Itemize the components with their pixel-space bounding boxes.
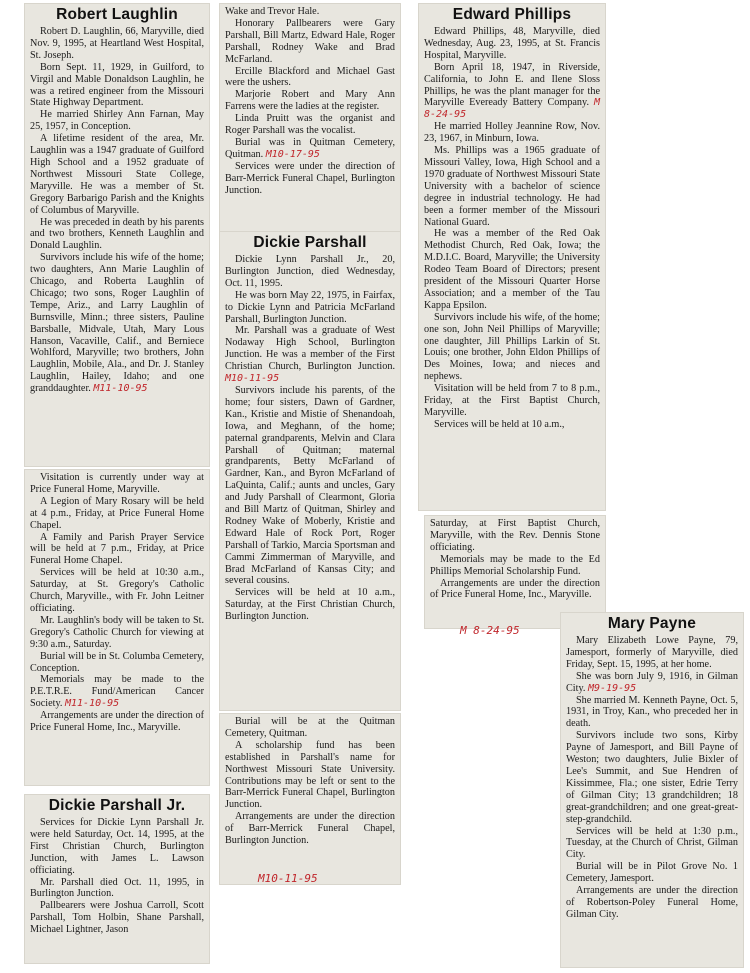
paragraph	[225, 137, 395, 161]
paragraph: Survivors include his parents, of the home; four sisters, Dawn of Gardner, Kan., Kristie and Mistie of Shenandoah, Iowa, and Meghann, of the home; paternal grandparents, Melvin and Clara Parshall of Quitman; maternal grandparents, Betty McFarland of Gardner, Kan., and Byron McFarland of LaQuinta, Calif.; aunts and uncles, Gary and Judy Parshall of Clearmont, Gloria and Bill Martz of Quitman, Shirley and Rodney Wake of Moberly, Kristie and Edward Hale of Rock Port, Roger Parshall of Tarkio, Marcia Sportsman and Cammi Zimmerman of Maryville, and Brad McFarland of Kansas City; and several cousins.	[225, 384, 395, 587]
paragraph: A Legion of Mary Rosary will be held at 4 p.m., Friday, at Price Funeral Home Chapel.	[30, 495, 204, 531]
paragraph: Burial will be at the Quitman Cemetery, Quitman.	[225, 716, 395, 739]
heading-dickie-parshall: Dickie Parshall	[253, 234, 367, 251]
paragraph: He married Holley Jeannine Row, Nov. 23, 1967, in Minburn, Iowa.	[424, 121, 600, 145]
heading-dickie-parshall-jr: Dickie Parshall Jr.	[48, 797, 186, 814]
paragraph: Edward Phillips, 48, Maryville, died Wednesday, Aug. 23, 1995, at St. Francis Hospital, Maryville.	[424, 26, 600, 61]
paragraph: Mr. Laughlin's body will be taken to St. Gregory's Catholic Church for viewing at 9:30 a.m., Saturday.	[30, 614, 204, 650]
paragraph-text: Burial was in Quitman Cemetery, Quitman.	[225, 136, 395, 160]
paragraph: Arrangements are under the direction of Barr-Merrick Funeral Chapel, Burlington Junction.	[225, 811, 395, 847]
paragraph: Arrangements are under the direction of Robertson-Poley Funeral Home, Gilman City.	[566, 885, 738, 920]
paragraph: Survivors include two sons, Kirby Payne of Jamesport, and Bill Payne of Weston; two daughters, Julie Bixler of Lee's Summit, and Sue Hendren of Kissimmee, Fla.; one sister, Edrie Terry of Gilman City; 13 grandchildren; 18 great-grandchildren; and one great-great-step-grandchild.	[566, 730, 738, 825]
paragraph: Services will be held at 1:30 p.m., Tuesday, at the Church of Christ, Gilman City.	[566, 825, 738, 861]
clipping-robert-laughlin-1	[24, 3, 210, 467]
paragraph: Visitation is currently under way at Price Funeral Home, Maryville.	[30, 472, 204, 495]
heading-robert-laughlin: Robert Laughlin	[56, 6, 178, 23]
paragraph-text: Born April 18, 1947, in Riverside, California, to John E. and Ilene Sloss Phillips, he was the plant manager for the Maryville Eveready Battery Company.	[424, 61, 600, 109]
paragraph	[225, 325, 395, 385]
paragraph: Arrangements are under the direction of Price Funeral Home, Inc., Maryville.	[430, 577, 600, 601]
paragraph: A Family and Parish Prayer Service will be held at 7 p.m., Friday, at Price Funeral Home Chapel.	[30, 531, 204, 567]
heading-edward-phillips: Edward Phillips	[452, 6, 572, 23]
clipping-dickie-parshall-jr	[24, 794, 210, 964]
paragraph-text: Memorials may be made to the P.E.T.R.E. Fund/American Cancer Society.	[30, 674, 204, 710]
paragraph-text: She was born July 9, 1916, in Gilman City.	[566, 670, 738, 694]
paragraph	[566, 671, 738, 695]
paragraph: Survivors include his wife, of the home; one son, John Neil Phillips of Maryville; one daughter, Jill Phillips Larkin of St. Louis; one brother, John Eldon Phillips of Des Moines, Iowa; and nieces and nephews.	[424, 311, 600, 383]
clipping-dickie-parshall	[219, 231, 401, 711]
handwritten-date-note: M10-11-95	[225, 373, 280, 385]
paragraph: Saturday, at First Baptist Church, Maryville, with the Rev. Dennis Stone officiating.	[430, 518, 600, 553]
paragraph: Burial will be in St. Columba Cemetery, Conception.	[30, 650, 205, 674]
handwritten-date-note: M11-10-95	[93, 383, 148, 395]
clipping-edward-phillips	[418, 3, 606, 511]
paragraph: Wake and Trevor Hale.	[225, 6, 320, 17]
paragraph	[30, 674, 204, 710]
paragraph: Linda Pruitt was the organist and Roger Parshall was the vocalist.	[225, 113, 395, 137]
paragraph: Robert D. Laughlin, 66, Maryville, died Nov. 9, 1995, at Heartland West Hospital, St. Joseph.	[30, 26, 204, 61]
paragraph: He was a member of the Red Oak Methodist Church, Red Oak, Iowa; the M.D.I.C. Board, Maryville; the University Rodeo Team Board of Directors; present president of the Missouri Quarter Horse Association; and a member of the Tau Kappa Epsilon.	[424, 228, 600, 311]
paragraph	[30, 252, 204, 395]
paragraph: Services will be held at 10:30 a.m., Saturday, at St. Gregory's Catholic Church, Maryville., with Fr. John Leitner officiating.	[30, 567, 204, 614]
handwritten-date-note: M11-10-95	[65, 698, 120, 710]
paragraph: Mr. Parshall died Oct. 11, 1995, in Burlington Junction.	[30, 876, 204, 900]
paragraph: Ms. Phillips was a 1965 graduate of Missouri Valley, Iowa, High School and a 1970 graduate of Northwest Missouri State University with a bachelor of science degree in industrial technology. He had been a former member of the Missouri National Guard.	[424, 145, 600, 228]
paragraph: Burial will be in Pilot Grove No. 1 Cemetery, Jamesport.	[566, 861, 738, 885]
handwritten-date-note: M 8-24-95	[460, 624, 520, 637]
paragraph: Born Sept. 11, 1929, in Guilford, to Virgil and Mable Donaldson Laughlin, he was a retired engineer from the Missouri State Highway Department.	[30, 61, 204, 109]
clipping-dickie-parshall-cont	[219, 713, 401, 885]
clipping-dickie-parshall-jr-cont	[219, 3, 401, 233]
handwritten-date-note: M 8-24-95	[424, 97, 601, 121]
paragraph	[424, 62, 600, 122]
paragraph: Ercille Blackford and Michael Gast were the ushers.	[225, 65, 395, 89]
paragraph-text: Survivors include his wife of the home; two daughters, Ann Marie Laughlin of Chicago, and Roberta Laughlin of Chicago; two sons, Roger Laughlin of Tempe, Ariz., and Larry Laughlin of Burnsville, Minn.; three sisters, Pauline Barsballe, Midvale, Utah, Mary Lous Hanson, Vacaville, Calif., and Berniece Wohlford, Maryville; two brothers, John Laughlin, Mobile, Ala., and Dr. J. Stanley Laughlin, Hailey, Idaho; and one granddaughter.	[30, 252, 204, 395]
paragraph: He was born May 22, 1975, in Fairfax, to Dickie Lynn and Patricia McFarland Parshall, Burlington Junction.	[225, 289, 395, 325]
heading-mary-payne: Mary Payne	[607, 615, 697, 632]
paragraph: Services for Dickie Lynn Parshall Jr. were held Saturday, Oct. 14, 1995, at the First Christian Church, Burlington Junction, with James L. Lawson officiating.	[30, 817, 204, 876]
clipping-robert-laughlin-2	[24, 469, 210, 786]
paragraph: Mary Elizabeth Lowe Payne, 79, Jamesport, formerly of Maryville, died Friday, Sept. 15, 1995, at her home.	[566, 635, 738, 670]
paragraph: A scholarship fund has been established in Parshall's name for Northwest Missouri State University. Contributions may be left or sent to the Barr-Merrick Funeral Chapel, Burlington Junction.	[225, 739, 395, 811]
paragraph: Visitation will be held from 7 to 8 p.m., Friday, at the First Baptist Church, Maryville.	[424, 383, 600, 418]
paragraph: Dickie Lynn Parshall Jr., 20, Burlington Junction, died Wednesday, Oct. 11, 1995.	[225, 254, 395, 289]
paragraph: He married Shirley Ann Farnan, May 25, 1957, in Conception.	[30, 109, 204, 133]
paragraph: Pallbearers were Joshua Carroll, Scott Parshall, Tom Holbin, Shane Parshall, Michael Lightner, Jason	[30, 900, 204, 936]
paragraph: A lifetime resident of the area, Mr. Laughlin was a 1947 graduate of Guilford High School and a 1952 graduate of Northwest Missouri State College, Maryville. He was a member of St. Gregory Barbarigo Parish and the Knights of Columbus of Maryville.	[30, 133, 204, 216]
handwritten-date-note: M9-19-95	[587, 682, 637, 694]
handwritten-date-note: M10-17-95	[265, 148, 320, 160]
paragraph: He was preceded in death by his parents and two brothers, Kenneth Laughlin and Donald Laughlin.	[30, 216, 204, 252]
paragraph: Honorary Pallbearers were Gary Parshall, Bill Martz, Edward Hale, Roger Parshall, Rodney Wake and Brad McFarland.	[225, 17, 395, 65]
paragraph: Services will be held at 10 a.m., Saturday, at the First Christian Church, Burlington Junction.	[225, 587, 395, 623]
paragraph: Services will be held at 10 a.m.,	[434, 418, 565, 430]
handwritten-date-note: M10-11-95	[258, 872, 318, 885]
paragraph: Memorials may be made to the Ed Phillips Memorial Scholarship Fund.	[430, 553, 600, 577]
clipping-mary-payne	[560, 612, 744, 968]
paragraph: Marjorie Robert and Mary Ann Farrens were the ladies at the register.	[225, 89, 395, 113]
paragraph: She married M. Kenneth Payne, Oct. 5, 1931, in Troy, Kan., who preceded her in death.	[566, 694, 738, 730]
paragraph: Arrangements are under the direction of Price Funeral Home, Inc., Maryville.	[30, 710, 204, 734]
paragraph: Services were under the direction of Barr-Merrick Funeral Chapel, Burlington Junction.	[225, 160, 395, 196]
paragraph-text: Mr. Parshall was a graduate of West Nodaway High School, Burlington Junction. He was a member of the First Christian Church, Burlington Junction.	[225, 325, 395, 373]
